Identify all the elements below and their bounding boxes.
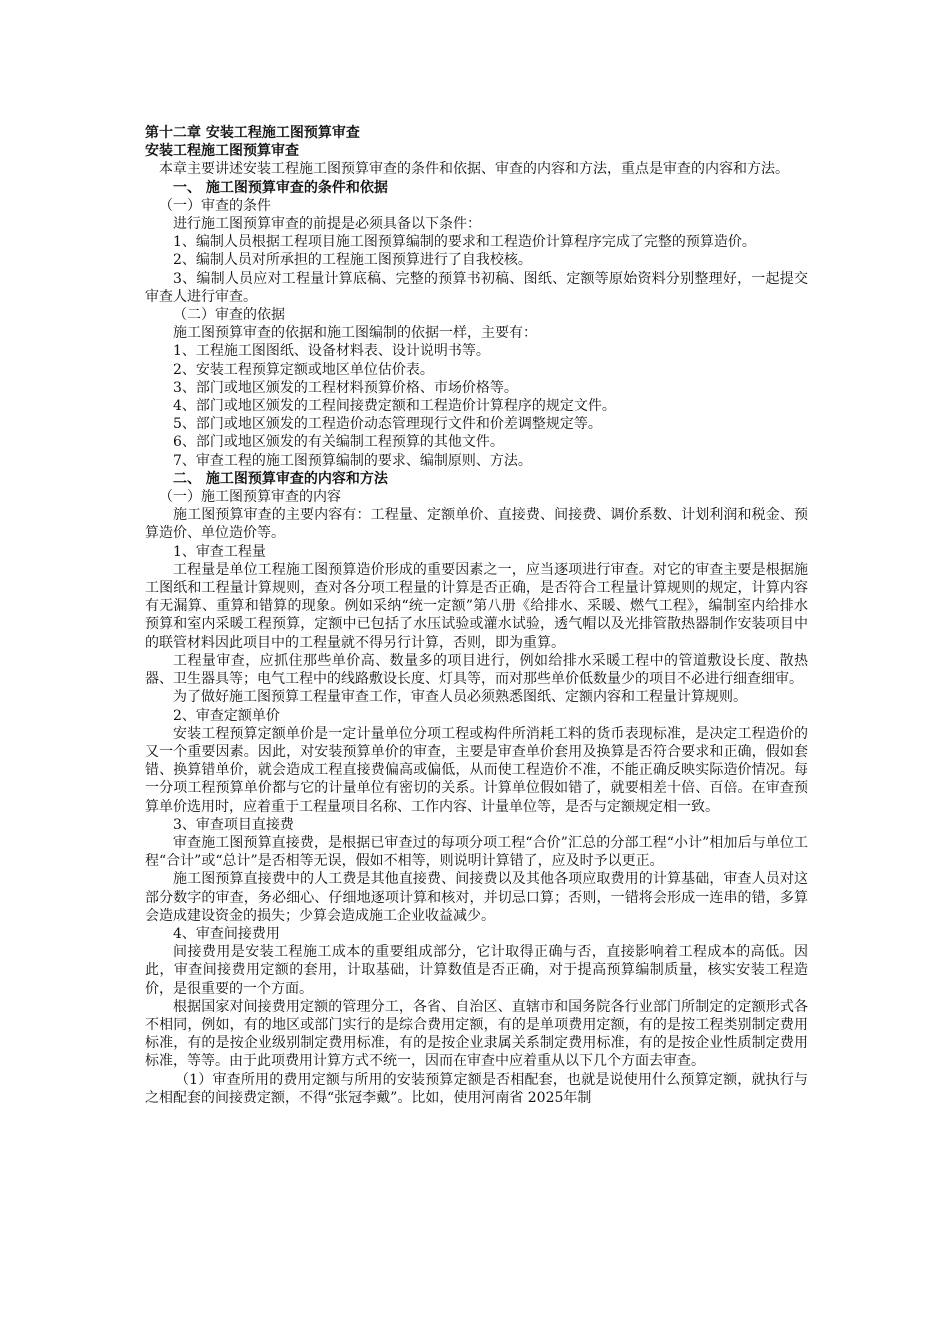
- paragraph: 施工图预算直接费中的人工费是其他直接费、间接费以及其他各项应取费用的计算基础，审查人员对这部分数字的审查，务必细心、仔细地逐项计算和核对，并切忌口算；否则，一错将会形成一连串的错，多算会造成建设资金的损失；少算会造成施工企业收益减少。: [145, 871, 808, 924]
- paragraph: （1）审查所用的费用定额与所用的安装预算定额是否相配套，也就是说使用什么预算定额，就执行与之相配套的间接费定额，不得“张冠李戴”。比如，使用河南省 2025年制: [145, 1071, 808, 1106]
- list-item: 1、编制人员根据工程项目施工图预算编制的要求和工程造价计算程序完成了完整的预算造价。: [173, 234, 756, 251]
- item-heading: 3、审查项目直接费: [173, 816, 294, 833]
- paragraph: 审查施工图预算直接费，是根据已审查过的每项分项工程“合价”汇总的分部工程“小计”相加后与单位工程“合计”或“总计”是否相等无误，假如不相等，则说明计算错了，应及时予以更正。: [145, 834, 808, 870]
- subsection-heading: （二）审查的依据: [173, 307, 285, 324]
- list-item: 1、工程施工图图纸、设备材料表、设计说明书等。: [173, 343, 490, 360]
- subsection-heading: （一）施工图预算审查的内容: [159, 489, 341, 506]
- section-heading-2: 二、 施工图预算审查的内容和方法: [173, 470, 388, 487]
- paragraph: 进行施工图预算审查的前提是必须具备以下条件：: [173, 216, 481, 233]
- paragraph: 根据国家对间接费用定额的管理分工，各省、自治区、直辖市和国务院各行业部门所制定的定额形式各不相同，例如，有的地区或部门实行的是综合费用定额，有的是单项费用定额，有的是按工程类别制定费用标准，有的是按企业级别制定费用标准，有的是按企业隶属关系制定费用标准，有的是按企业性质制定费用标准，等等。由于此项费用计算方式不统一，因而在审查中应着重从以下几个方面去审查。: [145, 998, 808, 1070]
- list-item: 7、审查工程的施工图预算编制的要求、编制原则、方法。: [173, 452, 532, 469]
- paragraph: 为了做好施工图预算工程量审查工作，审查人员必须熟悉图纸、定额内容和工程量计算规则。: [173, 689, 747, 706]
- intro-paragraph: 本章主要讲述安装工程施工图预算审查的条件和依据、审查的内容和方法，重点是审查的内容和方法。: [159, 161, 789, 178]
- paragraph: 施工图预算审查的主要内容有：工程量、定额单价、直接费、间接费、调价系数、计划利润和税金、预算造价、单位造价等。: [145, 507, 808, 542]
- paragraph: 工程量是单位工程施工图预算造价形成的重要因素之一，应当逐项进行审查。对它的审查主要是根据施工图纸和工程量计算规则，查对各分项工程量的计算是否正确，是否符合工程量计算规则的规定，计算内容有无漏算、重算和错算的现象。例如采纳“统一定额”第八册《给排水、采暖、燃气工程》，编制室内给排水预算和室内采暖工程预算，定额中已包括了水压试验或灌水试验，透气帽以及光排管散热器制作安装项目中的联管材料因此项目中的工程量就不得另行计算，否则，即为重算。: [145, 561, 808, 651]
- list-item: 6、部门或地区颁发的有关编制工程预算的其他文件。: [173, 434, 504, 451]
- list-item: 2、安装工程预算定额或地区单位估价表。: [173, 361, 434, 378]
- item-heading: 4、审查间接费用: [173, 925, 280, 942]
- paragraph: 间接费用是安装工程施工成本的重要组成部分，它计取得正确与否，直接影响着工程成本的高低。因此，审查间接费用定额的套用，计取基础，计算数值是否正确，对于提高预算编制质量，核实安装工程造价，是很重要的一个方面。: [145, 944, 808, 997]
- document-title: 安装工程施工图预算审查: [145, 143, 299, 160]
- subsection-heading: （一）审查的条件: [159, 197, 271, 214]
- item-heading: 2、审查定额单价: [173, 707, 280, 724]
- paragraph: 工程量审查，应抓住那些单价高、数量多的项目进行，例如给排水采暖工程中的管道敷设长度、散热器、卫生器具等；电气工程中的线路敷设长度、灯具等，而对那些单价低数量少的项目不必进行细查细审。: [145, 652, 808, 688]
- item-heading: 1、审查工程量: [173, 543, 266, 560]
- paragraph: 施工图预算审查的依据和施工图编制的依据一样，主要有：: [173, 325, 537, 342]
- section-heading-1: 一、 施工图预算审查的条件和依据: [173, 179, 388, 196]
- list-item: 5、部门或地区颁发的工程造价动态管理现行文件和价差调整规定等。: [173, 416, 602, 433]
- chapter-title: 第十二章 安装工程施工图预算审查: [145, 125, 360, 141]
- list-item: 3、编制人员应对工程量计算底稿、完整的预算书初稿、图纸、定额等原始资料分别整理好，一起提交审查人进行审查。: [145, 270, 808, 305]
- list-item: 3、部门或地区颁发的工程材料预算价格、市场价格等。: [173, 379, 518, 396]
- list-item: 4、部门或地区颁发的工程间接费定额和工程造价计算程序的规定文件。: [173, 398, 616, 415]
- list-item: 2、编制人员对所承担的工程施工图预算进行了自我校核。: [173, 252, 532, 269]
- document-page: [145, 124, 808, 1107]
- paragraph: 安装工程预算定额单价是一定计量单位分项工程或构件所消耗工料的货币表现标准，是决定工程造价的又一个重要因素。因此，对安装预算单价的审查，主要是审查单价套用及换算是否符合要求和正确，假如套错、换算错单价，就会造成工程直接费偏高或偏低，从而使工程造价不准，不能正确反映实际造价情况。每一分项工程预算单价都与它的计量单位有密切的关系。计算单位假如错了，就要相差十倍、百倍。在审查预算单价选用时，应着重于工程量项目名称、工作内容、计量单位等，是否与定额规定相一致。: [145, 725, 808, 815]
